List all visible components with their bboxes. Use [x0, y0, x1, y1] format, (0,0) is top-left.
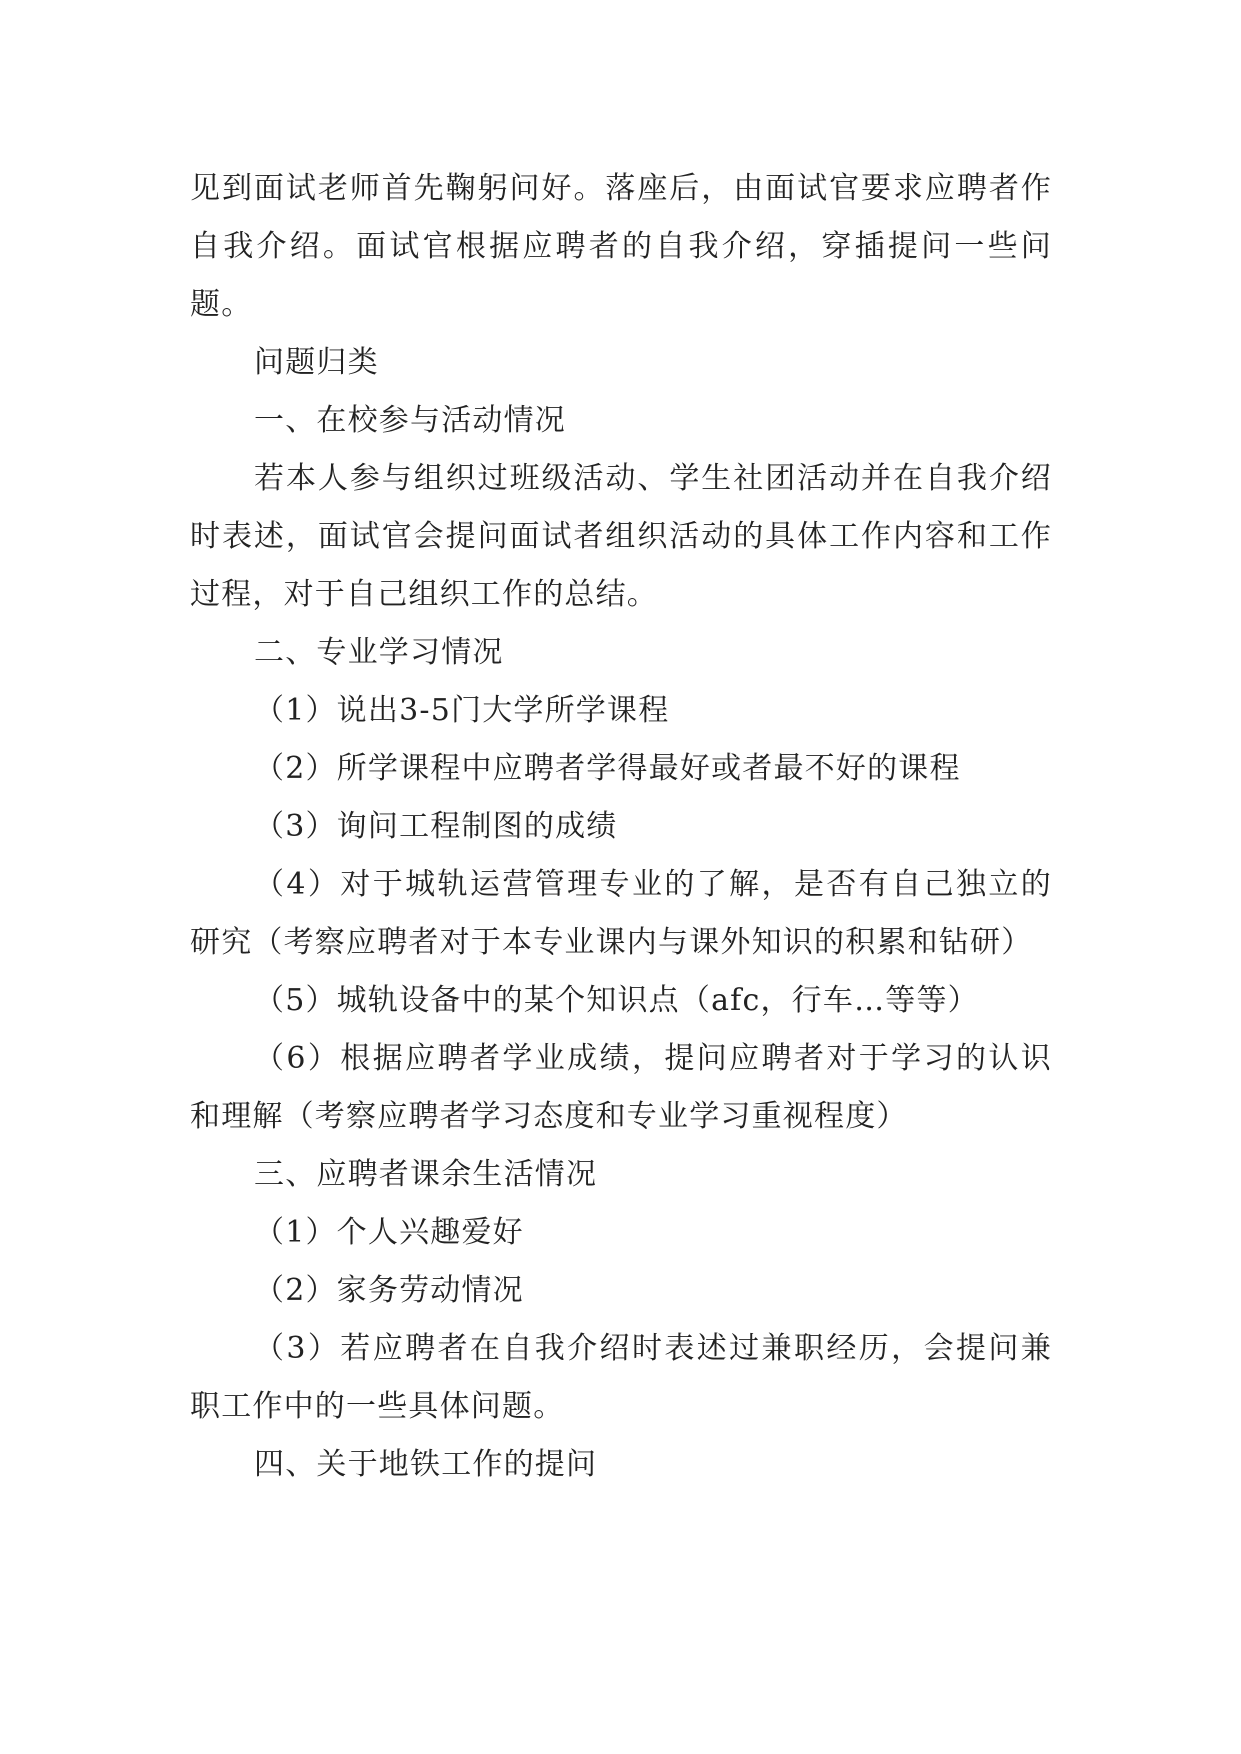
list-item-life-2: （2）家务劳动情况 — [254, 1273, 524, 1308]
intro-paragraph: 见到面试老师首先鞠躬问好。落座后，由面试官要求应聘者作自我介绍。面试官根据应聘者的自我介绍，穿插提问一些问题。 — [190, 171, 1052, 322]
list-item-study-6: （6）根据应聘者学业成绩，提问应聘者对于学习的认识和理解（考察应聘者学习态度和专业学习重视程度） — [190, 1041, 1052, 1134]
list-item-study-3: （3）询问工程制图的成绩 — [254, 809, 618, 844]
list-item-study-2: （2）所学课程中应聘者学得最好或者最不好的课程 — [254, 751, 961, 786]
section-heading-campus-activities: 一、在校参与活动情况 — [254, 403, 566, 438]
list-item-life-1: （1）个人兴趣爱好 — [254, 1215, 524, 1250]
paragraph-campus-activities: 若本人参与组织过班级活动、学生社团活动并在自我介绍时表述，面试官会提问面试者组织活动的具体工作内容和工作过程，对于自己组织工作的总结。 — [190, 461, 1052, 612]
section-heading-extracurricular-life: 三、应聘者课余生活情况 — [254, 1157, 598, 1192]
list-item-study-4: （4）对于城轨运营管理专业的了解，是否有自己独立的研究（考察应聘者对于本专业课内与课外知识的积累和钻研） — [190, 867, 1052, 960]
section-heading-professional-study: 二、专业学习情况 — [254, 635, 504, 670]
section-heading-question-categories: 问题归类 — [254, 345, 379, 380]
section-heading-metro-work: 四、关于地铁工作的提问 — [254, 1447, 598, 1482]
list-item-study-5: （5）城轨设备中的某个知识点（afc，行车…等等） — [254, 983, 979, 1018]
list-item-study-1: （1）说出3-5门大学所学课程 — [254, 693, 670, 728]
list-item-life-3: （3）若应聘者在自我介绍时表述过兼职经历，会提问兼职工作中的一些具体问题。 — [190, 1331, 1052, 1424]
document-body — [190, 160, 1052, 1494]
